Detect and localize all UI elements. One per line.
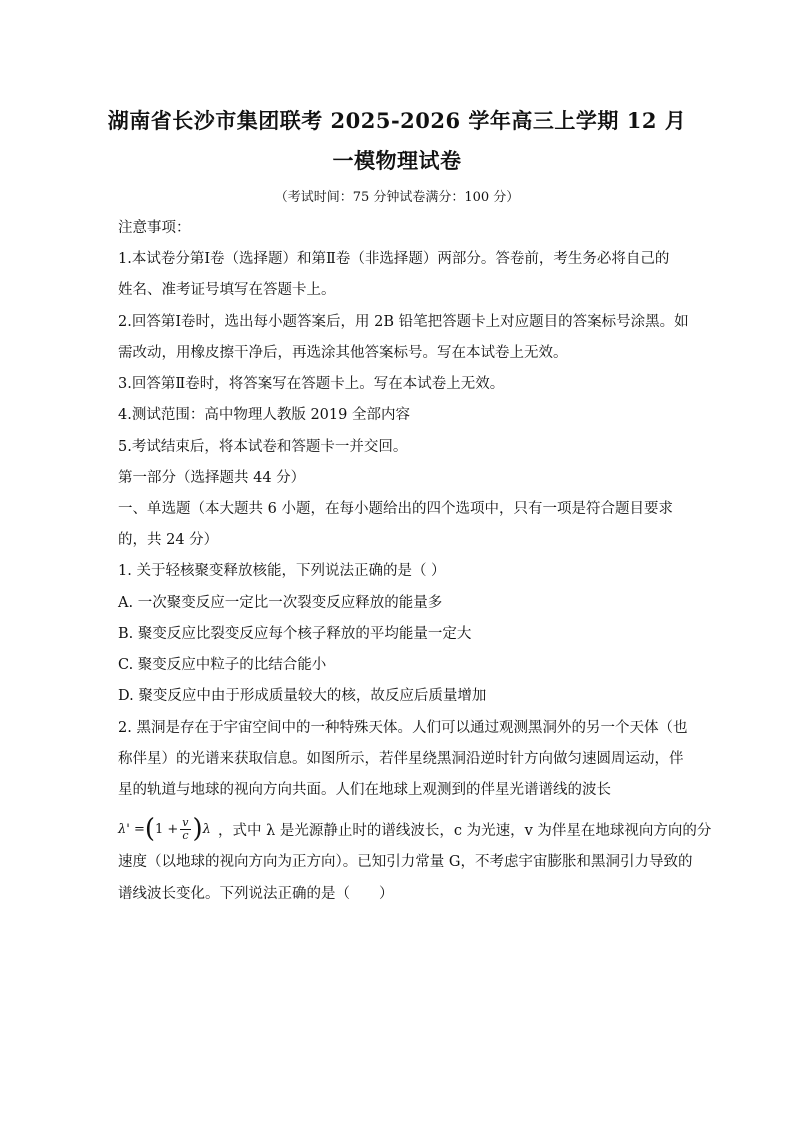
section-heading-cont: 的，共 24 分）	[118, 532, 219, 548]
formula-explanation: ，式中 λ 是光源静止时的谱线波长，c 为光速，v 为伴星在地球视向方向的分	[218, 823, 712, 839]
formula-right-paren: )	[192, 814, 203, 844]
notice-item-2-cont: 需改动，用橡皮擦干净后，再选涂其他答案标号。写在本试卷上无效。	[118, 345, 568, 361]
notice-item-1: 1.本试卷分第Ⅰ卷（选择题）和第Ⅱ卷（非选择题）两部分。答卷前，考生务必将自己的	[118, 251, 670, 267]
question-2-stem-line6: 谱线波长变化。下列说法正确的是（ ）	[118, 886, 394, 902]
question-2-stem-line2: 称伴星）的光谱来获取信息。如图所示，若伴星绕黑洞沿逆时针方向做匀速圆周运动，伴	[118, 751, 684, 767]
notice-item-3: 3.回答第Ⅱ卷时，将答案写在答题卡上。写在本试卷上无效。	[118, 376, 505, 392]
doppler-formula	[118, 812, 211, 846]
notice-item-4: 4.测试范围：高中物理人教版 2019 全部内容	[118, 407, 410, 423]
question-1-option-a: A. 一次聚变反应一定比一次裂变反应释放的能量多	[118, 595, 443, 611]
question-2-stem-line3: 星的轨道与地球的视向方向共面。人们在地球上观测到的伴星光谱谱线的波长	[118, 782, 611, 798]
question-2-stem-line1: 2. 黑洞是存在于宇宙空间中的一种特殊天体。人们可以通过观测黑洞外的另一个天体（也	[118, 720, 688, 736]
question-2-formula-line	[118, 812, 718, 846]
exam-title-line1: 湖南省长沙市集团联考 2025-2026 学年高三上学期 12 月	[107, 108, 687, 133]
formula-fraction	[180, 817, 190, 842]
formula-numerator: v	[182, 815, 189, 829]
notice-heading: 注意事项：	[118, 220, 191, 236]
formula-lhs: λ' =	[118, 821, 145, 837]
notice-item-2: 2.回答第Ⅰ卷时，选出每小题答案后，用 2B 铅笔把答题卡上对应题目的答案标号涂黑。如	[118, 314, 689, 330]
question-1-stem: 1. 关于轻核聚变释放核能，下列说法正确的是（ ）	[118, 563, 446, 579]
formula-denominator: c	[182, 828, 189, 842]
formula-lambda: λ	[202, 821, 211, 837]
formula-one: 1 +	[155, 821, 179, 837]
part-one-heading: 第一部分（选择题共 44 分）	[118, 470, 306, 486]
notice-item-1-cont: 姓名、准考证号填写在答题卡上。	[118, 282, 336, 298]
notice-item-5: 5.考试结束后，将本试卷和答题卡一并交回。	[118, 439, 408, 455]
exam-title-line2: 一模物理试卷	[332, 148, 462, 173]
question-1-option-b: B. 聚变反应比裂变反应每个核子释放的平均能量一定大	[118, 626, 472, 642]
question-1-option-d: D. 聚变反应中由于形成质量较大的核，故反应后质量增加	[118, 688, 487, 704]
section-heading: 一、单选题（本大题共 6 小题，在每小题给出的四个选项中，只有一项是符合题目要求	[118, 501, 673, 517]
question-2-stem-line5: 速度（以地球的视向方向为正方向）。已知引力常量 G，不考虑宇宙膨胀和黑洞引力导致的	[118, 854, 693, 870]
question-1-option-c: C. 聚变反应中粒子的比结合能小	[118, 657, 327, 673]
formula-left-paren: (	[144, 814, 155, 844]
exam-time-score: （考试时间：75 分钟试卷满分：100 分）	[274, 190, 520, 205]
